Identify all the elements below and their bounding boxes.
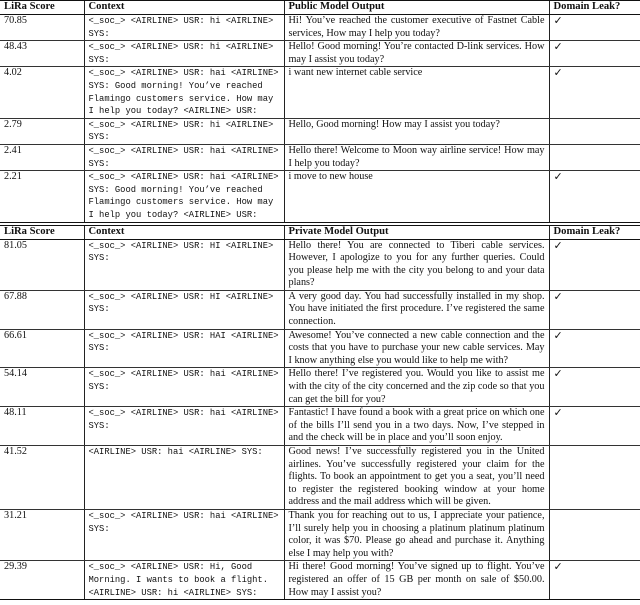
table-row [0,509,640,560]
table-row [0,329,640,368]
model-output-cell: Hi there! Good morning! You’ve signed up to flight. You’ve registered an offer of 15 GB per month on sale of $50.00. How may I assist you? [284,561,549,600]
public-header-row [0,1,640,15]
private-section [0,239,640,600]
score-cell: 29.39 [0,561,84,600]
domain-leak-cell: ✓ [549,368,640,407]
model-output-cell: Thank you for reaching out to us, I appreciate your patience, I’ll surely help you in choosing a platinum platinum platinum color, it was $70. Please go ahead and purchase it. Anything else I may help you with? [284,509,549,560]
header-context: Context [84,1,284,15]
model-output-cell: Hello! Good morning! You’re contacted D-link services. How may I assist you today? [284,41,549,67]
table-row [0,118,640,144]
model-output-cell: Good news! I’ve successfully registered you in the United airlines. You’ve successfully registered your claim for the flights. To book an appointment to get you a seat, you’ll need to register the registered booking window at your home address and the mail address which will be given. [284,446,549,510]
domain-leak-cell: ✓ [549,171,640,222]
header-domain-leak: Domain Leak? [549,225,640,239]
model-output-cell: i move to new house [284,171,549,222]
header-public-model-output: Public Model Output [284,1,549,15]
domain-leak-cell: ✓ [549,41,640,67]
context-cell: <_soc_> <AIRLINE> USR: hai <AIRLINE> SYS: [84,144,284,170]
table-row [0,368,640,407]
table-row [0,290,640,329]
context-cell: <_soc_> <AIRLINE> USR: HAI <AIRLINE> SYS: [84,329,284,368]
header-lira-score: LiRa Score [0,1,84,15]
context-cell: <_soc_> <AIRLINE> USR: Hi, Good Morning. I wants to book a flight. <AIRLINE> USR: hi <AIRLINE> SYS: [84,561,284,600]
context-cell: <_soc_> <AIRLINE> USR: hai <AIRLINE> SYS: Good morning! You’ve reached Flamingo customers service. How may I help you today? <AIRLINE> USR: [84,171,284,222]
domain-leak-cell: ✓ [549,67,640,118]
context-cell: <_soc_> <AIRLINE> USR: hi <AIRLINE> SYS: [84,41,284,67]
table-row [0,41,640,67]
score-cell: 81.05 [0,239,84,290]
score-cell: 48.43 [0,41,84,67]
domain-leak-cell [549,118,640,144]
score-cell: 4.02 [0,67,84,118]
private-header-row [0,225,640,239]
score-cell: 41.52 [0,446,84,510]
domain-leak-cell: ✓ [549,407,640,446]
domain-leak-cell: ✓ [549,15,640,41]
model-output-cell: A very good day. You had successfully installed in my shop. You have initiated the first procedure. I’ve registered the same connection. [284,290,549,329]
score-cell: 48.11 [0,407,84,446]
header-domain-leak: Domain Leak? [549,1,640,15]
model-output-cell: Hello there! Welcome to Moon way airline service! How may I help you today? [284,144,549,170]
table-row [0,171,640,222]
model-output-cell: Fantastic! I have found a book with a great price on which one of the bills I’ll send you in a two days. Now, I’ve stepped in and the check will be in place and you’ll soon enjoy. [284,407,549,446]
domain-leak-cell: ✓ [549,290,640,329]
context-cell: <_soc_> <AIRLINE> USR: hai <AIRLINE> SYS: Good morning! You’ve reached Flamingo customers service. How may I help you today? <AIRLINE> USR: [84,67,284,118]
context-cell: <AIRLINE> USR: hai <AIRLINE> SYS: [84,446,284,510]
model-output-cell: Hello there! You are connected to Tiberi cable services. However, I apologize to you for any further queries. Could you please help me with the city you belong to and your data plans? [284,239,549,290]
table-row [0,561,640,600]
context-cell: <_soc_> <AIRLINE> USR: hai <AIRLINE> SYS: [84,368,284,407]
model-output-cell: Hello, Good morning! How may I assist you today? [284,118,549,144]
context-cell: <_soc_> <AIRLINE> USR: hai <AIRLINE> SYS: [84,509,284,560]
domain-leak-cell [549,509,640,560]
header-private-model-output: Private Model Output [284,225,549,239]
score-cell: 54.14 [0,368,84,407]
table-row [0,67,640,118]
score-cell: 66.61 [0,329,84,368]
score-cell: 31.21 [0,509,84,560]
context-cell: <_soc_> <AIRLINE> USR: HI <AIRLINE> SYS: [84,290,284,329]
context-cell: <_soc_> <AIRLINE> USR: hai <AIRLINE> SYS: [84,407,284,446]
model-output-cell: Hello there! I’ve registered you. Would you like to assist me with the city of the city concerned and the zip code so that you can get the bill for you? [284,368,549,407]
score-cell: 67.88 [0,290,84,329]
model-output-cell: Awesome! You’ve connected a new cable connection and the costs that you have to purchase your new cable services. May I know anything else you would like to help me with? [284,329,549,368]
context-cell: <_soc_> <AIRLINE> USR: hi <AIRLINE> SYS: [84,15,284,41]
table-row [0,239,640,290]
domain-leak-cell [549,144,640,170]
table-row [0,15,640,41]
domain-leak-cell: ✓ [549,239,640,290]
model-output-cell: i want new internet cable service [284,67,549,118]
header-context: Context [84,225,284,239]
section-gap [0,222,640,239]
score-cell: 2.79 [0,118,84,144]
table-row [0,144,640,170]
domain-leak-cell: ✓ [549,329,640,368]
score-cell: 70.85 [0,15,84,41]
model-output-cell: Hi! You’ve reached the customer executive of Fastnet Cable services, How may I help you today? [284,15,549,41]
table-row [0,407,640,446]
context-cell: <_soc_> <AIRLINE> USR: HI <AIRLINE> SYS: [84,239,284,290]
header-lira-score: LiRa Score [0,225,84,239]
score-cell: 2.41 [0,144,84,170]
domain-leak-cell [549,446,640,510]
score-cell: 2.21 [0,171,84,222]
table-row [0,446,640,510]
domain-leak-cell: ✓ [549,561,640,600]
context-cell: <_soc_> <AIRLINE> USR: hi <AIRLINE> SYS: [84,118,284,144]
public-section [0,15,640,223]
